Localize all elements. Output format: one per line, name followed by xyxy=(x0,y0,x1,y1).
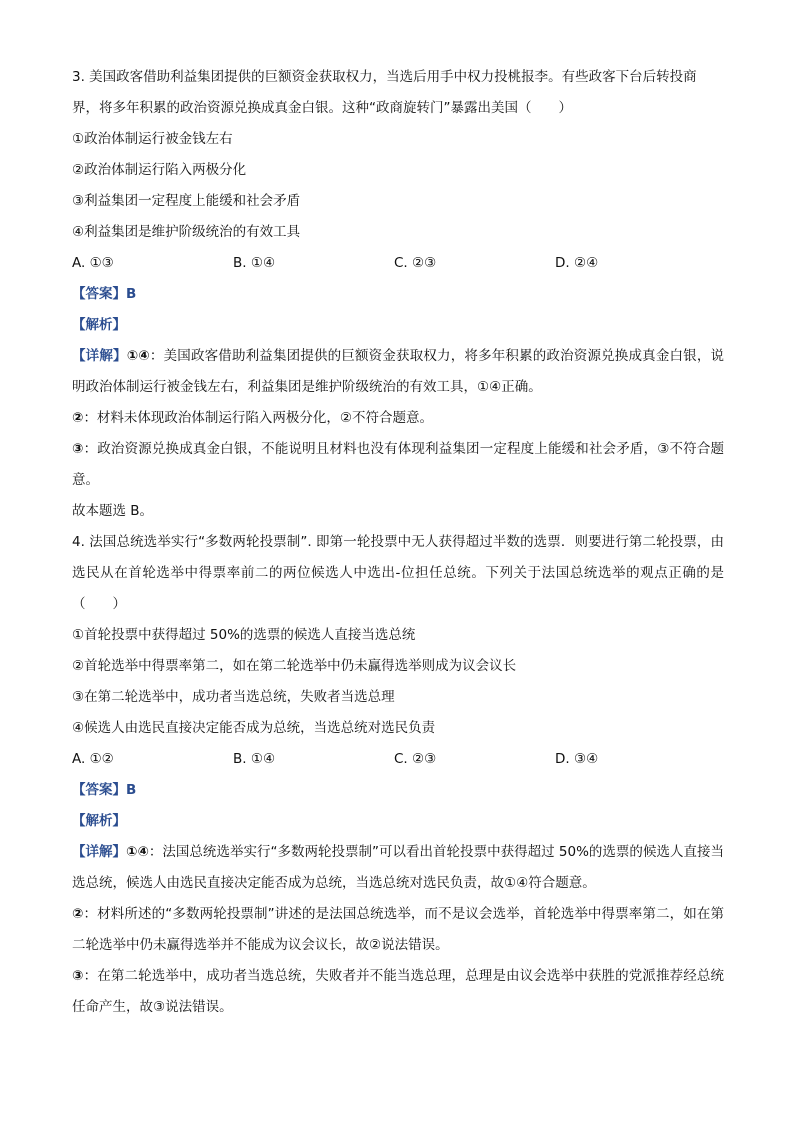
q3-choice-b: B. ①④ xyxy=(233,255,276,271)
q3-option-3: ③利益集团一定程度上能缓和社会矛盾 xyxy=(72,193,301,209)
q3-stem-line-1: 3. 美国政客借助利益集团提供的巨额资金获取权力，当选后用手中权力投桃报李。有些政客下台后转投商 xyxy=(72,69,697,85)
q4-option-1: ①首轮投票中获得超过 50%的选票的候选人直接当选总统 xyxy=(72,627,416,643)
q3-detail-2-text: ：材料未体现政治体制运行陷入两极分化，②不符合题意。 xyxy=(83,410,434,426)
q4-analysis-heading: 【解析】 xyxy=(72,813,126,829)
q3-detail-tag: 【详解】 xyxy=(72,348,127,364)
q4-detail-2-text: ：材料所述的“多数两轮投票制”讲述的是法国总统选举，而不是议会选举，首轮选举中得票率第二，如在第二轮选举中仍未赢得选举并不能成为议会议长，故②说法错误。 xyxy=(72,906,724,953)
q4-detail-3-text: ：在第二轮选举中，成功者当选总统，失败者并不能当选总理，总理是由议会选举中获胜的党派推荐经总统任命产生，故③说法错误。 xyxy=(72,968,724,1015)
q3-detail-1 xyxy=(72,341,724,403)
q3-option-1: ①政治体制运行被金钱左右 xyxy=(72,131,233,147)
q3-answer: 【答案】B xyxy=(72,286,137,302)
q4-detail-1-label: ①④ xyxy=(126,844,149,860)
q3-analysis-heading: 【解析】 xyxy=(72,317,126,333)
q3-detail-3 xyxy=(72,434,724,496)
q4-choice-c: C. ②③ xyxy=(394,751,437,767)
q3-detail-3-text: ：政治资源兑换成真金白银，不能说明且材料也没有体现利益集团一定程度上能缓和社会矛盾，③不符合题意。 xyxy=(72,441,724,488)
q3-option-4: ④利益集团是维护阶级统治的有效工具 xyxy=(72,224,301,240)
q3-stem-line-2: 界，将多年积累的政治资源兑换成真金白银。这种“政商旋转门”暴露出美国（ ） xyxy=(72,100,572,116)
q3-detail-3-label: ③ xyxy=(72,441,84,457)
q4-choice-a: A. ①② xyxy=(72,751,114,767)
q3-conclusion: 故本题选 B。 xyxy=(72,503,154,519)
q4-detail-1-text: ：法国总统选举实行“多数两轮投票制”可以看出首轮投票中获得超过 50%的选票的候选人直接当选总统，候选人由选民直接决定能否成为总统，当选总统对选民负责，故①④符合题意。 xyxy=(72,844,724,891)
q3-detail-1-label: ①④ xyxy=(126,348,150,364)
q4-detail-tag: 【详解】 xyxy=(72,844,127,860)
q4-choice-b: B. ①④ xyxy=(233,751,276,767)
q4-stem: 4. 法国总统选举实行“多数两轮投票制”. 即第一轮投票中无人获得超过半数的选票．则要进行第二轮投票，由选民从在首轮选举中得票率前二的两位候选人中选出-位担任总统。下列关于法国总统选举的观点正确的是（ ） xyxy=(72,534,724,612)
q4-detail-2 xyxy=(72,899,724,961)
q4-option-3: ③在第二轮选举中，成功者当选总统，失败者当选总理 xyxy=(72,689,395,705)
q4-option-4: ④候选人由选民直接决定能否成为总统，当选总统对选民负责 xyxy=(72,720,436,736)
q3-choices xyxy=(72,248,724,279)
q4-answer: 【答案】B xyxy=(72,782,137,798)
q3-choice-a: A. ①③ xyxy=(72,255,114,271)
q3-option-2: ②政治体制运行陷入两极分化 xyxy=(72,162,247,178)
q4-detail-2-label: ② xyxy=(72,906,84,922)
q4-option-2: ②首轮选举中得票率第二，如在第二轮选举中仍未赢得选举则成为议会议长 xyxy=(72,658,517,674)
q3-choice-c: C. ②③ xyxy=(394,255,437,271)
q3-detail-1-text: ：美国政客借助利益集团提供的巨额资金获取权力，将多年积累的政治资源兑换成真金白银，说明政治体制运行被金钱左右，利益集团是维护阶级统治的有效工具，①④正确。 xyxy=(72,348,725,395)
q4-detail-1 xyxy=(72,837,724,899)
q4-detail-3 xyxy=(72,961,724,1023)
q4-choices xyxy=(72,744,724,775)
q3-detail-2 xyxy=(72,403,724,434)
q3-detail-2-label: ② xyxy=(72,410,84,426)
q4-detail-3-label: ③ xyxy=(72,968,84,984)
q3-choice-d: D. ②④ xyxy=(555,255,599,271)
q4-choice-d: D. ③④ xyxy=(555,751,599,767)
